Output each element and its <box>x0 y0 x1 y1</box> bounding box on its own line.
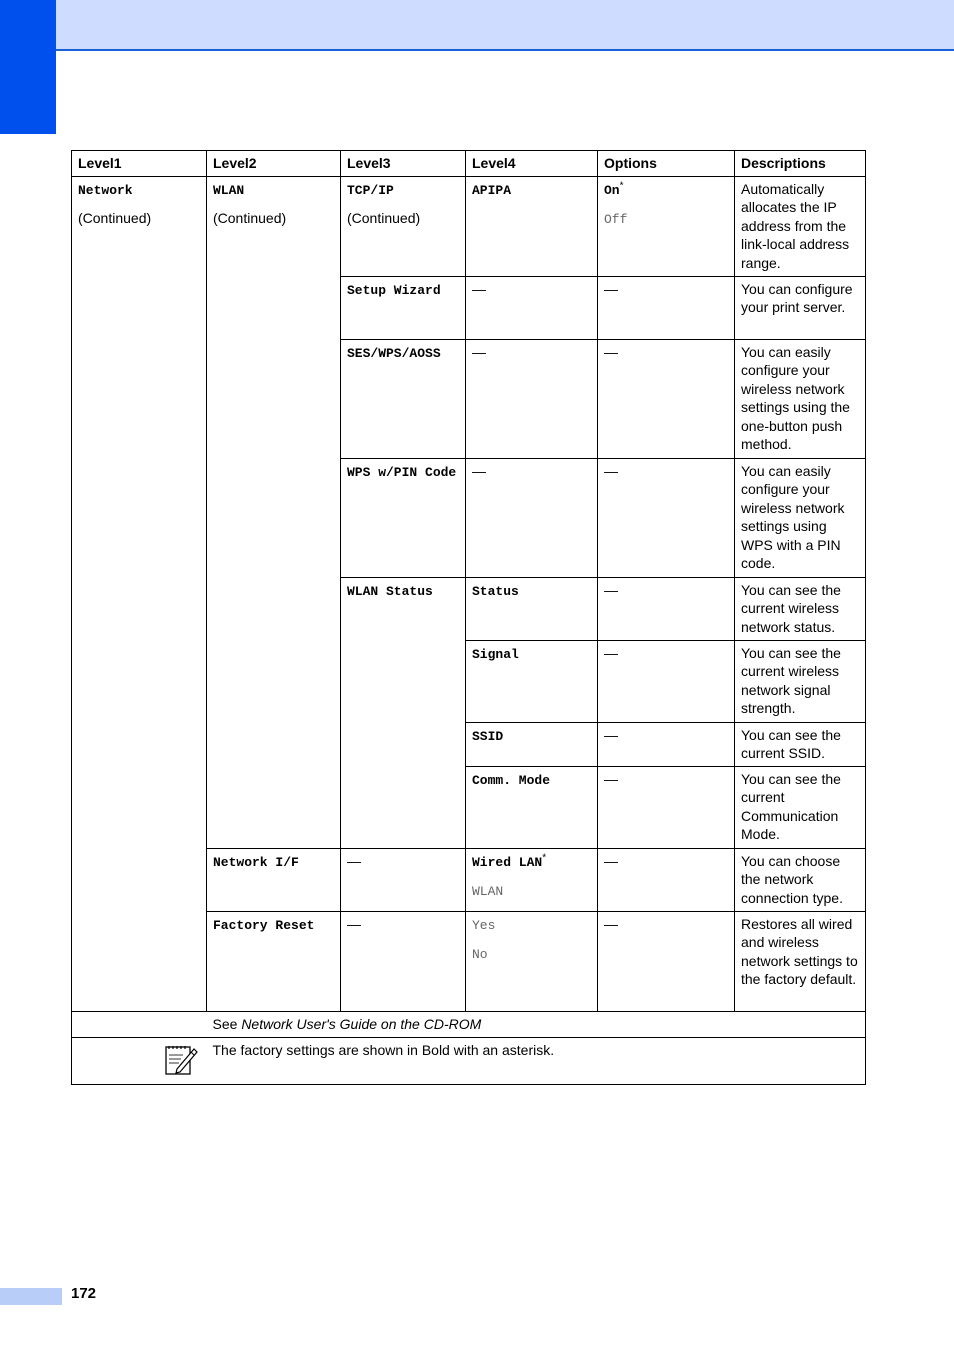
option-default: On <box>604 182 620 198</box>
level4-cell <box>466 848 598 911</box>
header-level2: Level2 <box>207 151 341 177</box>
description-cell: You can easily configure your wireless network settings using the one-button push method. <box>735 339 866 458</box>
level4-cell: — <box>466 458 598 577</box>
level4-name: Status <box>472 583 519 599</box>
menu-table <box>71 150 866 1085</box>
asterisk: * <box>542 851 547 863</box>
table-row <box>72 176 866 276</box>
level3-cell: — <box>341 911 466 1011</box>
option-other: WLAN <box>472 884 504 899</box>
level3-cell <box>341 176 466 276</box>
level3-cell: — <box>341 848 466 911</box>
options-cell: — <box>598 339 735 458</box>
level3-name: Setup Wizard <box>347 282 441 298</box>
chapter-tab <box>0 0 56 134</box>
description-cell: You can see the current SSID. <box>735 722 866 766</box>
header-level4: Level4 <box>466 151 598 177</box>
note-text: The factory settings are shown in Bold with an asterisk. <box>207 1037 866 1085</box>
description-cell: You can choose the network connection type. <box>735 848 866 911</box>
level1-name: Network <box>78 182 133 198</box>
level4-cell <box>466 176 598 276</box>
level3-note: (Continued) <box>347 210 421 226</box>
header-options: Options <box>598 151 735 177</box>
page-number: 172 <box>71 1285 97 1302</box>
level3-name: TCP/IP <box>347 182 394 198</box>
note-row <box>72 1037 866 1085</box>
see-guide-row <box>72 1011 866 1037</box>
level4-name: SSID <box>472 728 504 744</box>
header-band <box>0 0 954 51</box>
option-other: Off <box>604 212 628 227</box>
level1-note: (Continued) <box>78 210 152 226</box>
level4-cell <box>466 911 598 1011</box>
options-cell: — <box>598 640 735 722</box>
options-cell: — <box>598 766 735 848</box>
options-cell: — <box>598 848 735 911</box>
description-cell: You can easily configure your wireless network settings using WPS with a PIN code. <box>735 458 866 577</box>
see-prefix: See <box>212 1015 242 1032</box>
description-cell: Automatically allocates the IP address from the link-local address range. <box>735 176 866 276</box>
header-level1: Level1 <box>72 151 207 177</box>
guide-title: Network User's Guide on the CD-ROM <box>241 1015 482 1032</box>
memo-pencil-icon <box>163 1041 199 1077</box>
option-yes: Yes <box>472 917 496 933</box>
note-icon-cell <box>72 1037 207 1085</box>
level2-name: Network I/F <box>213 854 299 870</box>
description-cell: Restores all wired and wireless network settings to the factory default. <box>735 911 866 1011</box>
level4-cell: — <box>466 339 598 458</box>
level3-cell <box>341 339 466 458</box>
level3-cell <box>341 458 466 577</box>
level4-cell <box>466 722 598 766</box>
header-level3: Level3 <box>341 151 466 177</box>
options-cell: — <box>598 577 735 640</box>
level3-name: WPS w/PIN Code <box>347 464 457 480</box>
options-cell: — <box>598 911 735 1011</box>
option-default: Wired LAN <box>472 854 543 870</box>
level3-name: SES/WPS/AOSS <box>347 345 441 361</box>
level2-wlan-cell <box>207 176 341 848</box>
asterisk: * <box>619 179 624 191</box>
options-cell: — <box>598 276 735 339</box>
description-cell: You can configure your print server. <box>735 276 866 339</box>
options-cell: — <box>598 458 735 577</box>
level4-cell <box>466 577 598 640</box>
level2-cell <box>207 911 341 1011</box>
level2-name: Factory Reset <box>213 917 315 933</box>
options-cell: — <box>598 722 735 766</box>
level4-name: Comm. Mode <box>472 772 551 788</box>
level3-cell <box>341 276 466 339</box>
description-cell: You can see the current Communication Mode. <box>735 766 866 848</box>
level3-cell <box>341 577 466 848</box>
level4-name: APIPA <box>472 182 512 198</box>
level3-name: WLAN Status <box>347 583 433 599</box>
level4-cell <box>466 640 598 722</box>
level4-cell <box>466 766 598 848</box>
level2-name: WLAN <box>213 182 245 198</box>
header-row <box>72 151 866 177</box>
page-number-tab <box>0 1288 62 1305</box>
level2-cell <box>207 848 341 911</box>
level4-name: Signal <box>472 646 519 662</box>
see-guide-spacer <box>72 1011 207 1037</box>
description-cell: You can see the current wireless network status. <box>735 577 866 640</box>
see-guide-text <box>207 1011 866 1037</box>
header-descriptions: Descriptions <box>735 151 866 177</box>
level2-note: (Continued) <box>213 210 287 226</box>
level4-cell: — <box>466 276 598 339</box>
level1-cell <box>72 176 207 1011</box>
description-cell: You can see the current wireless network signal strength. <box>735 640 866 722</box>
option-no: No <box>472 947 488 962</box>
options-cell <box>598 176 735 276</box>
